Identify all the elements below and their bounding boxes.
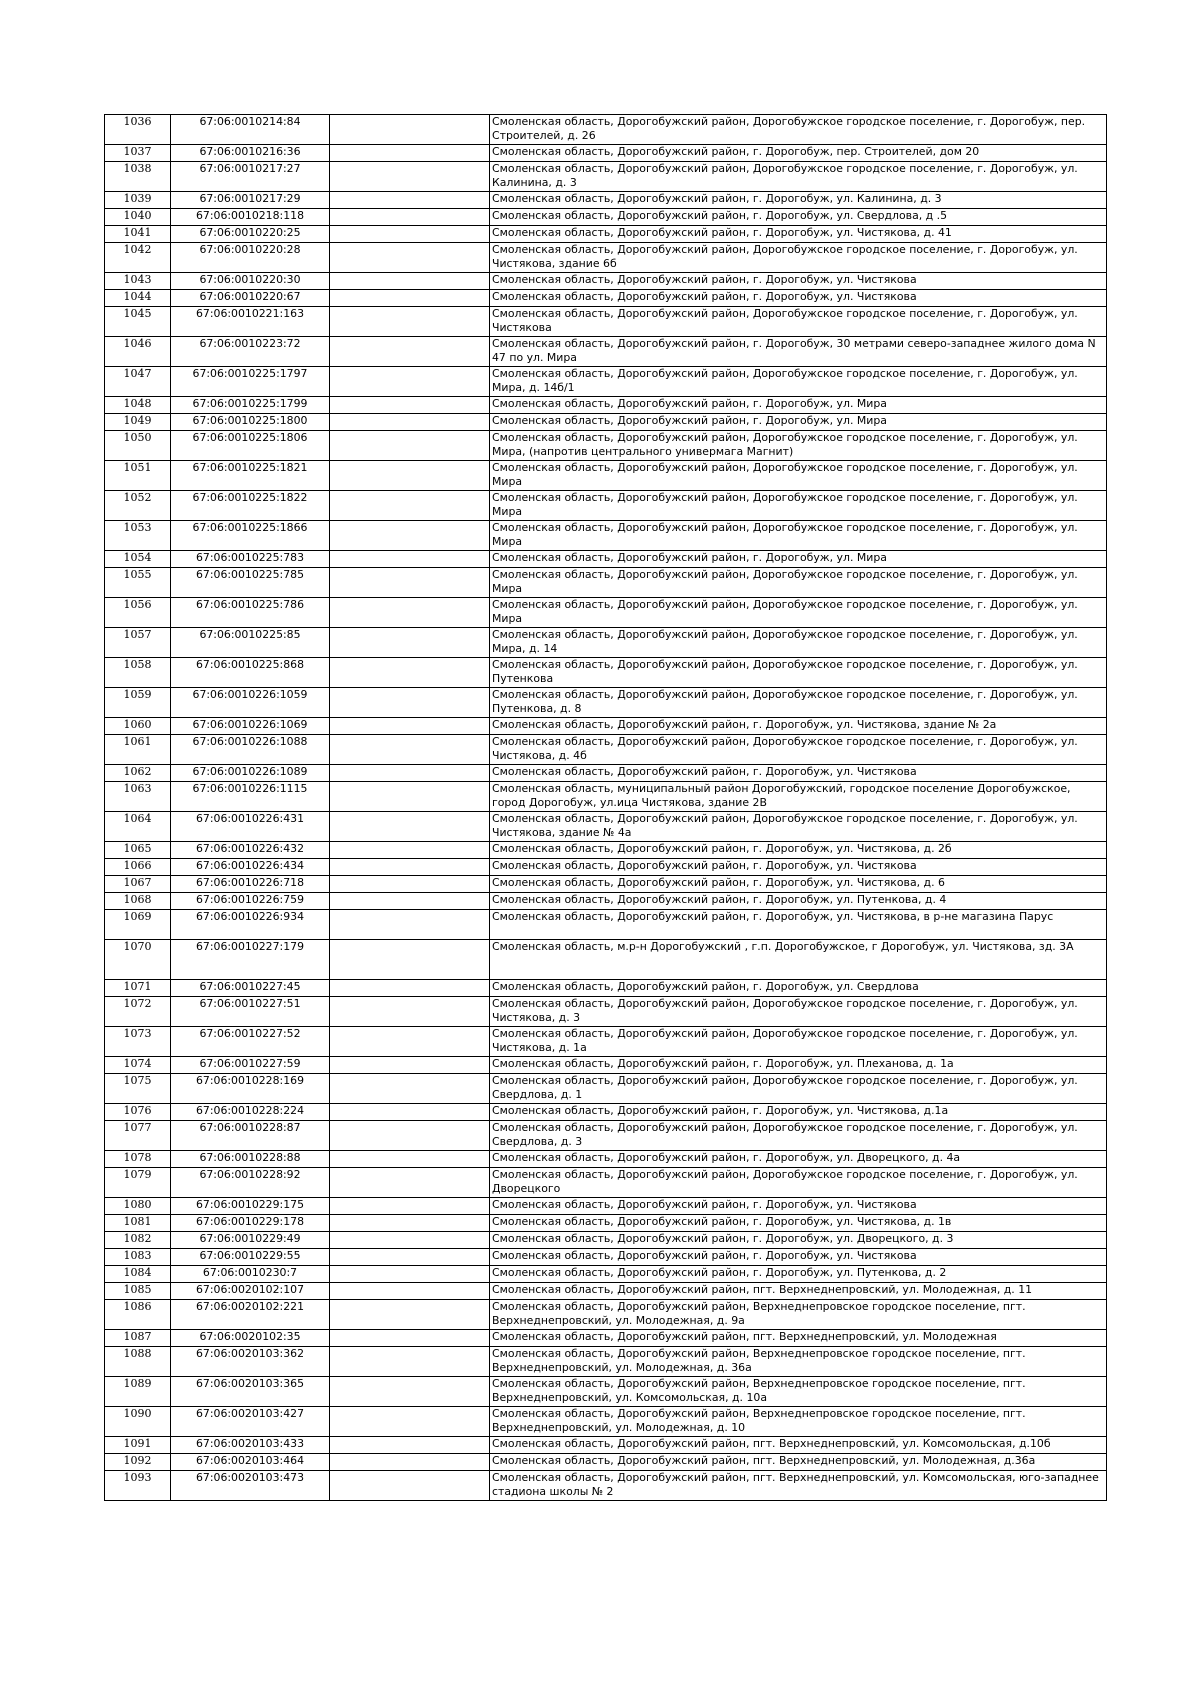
cadastral-number: 67:06:0010228:169	[171, 1074, 330, 1104]
row-number: 1043	[105, 273, 171, 290]
cadastral-number: 67:06:0010216:36	[171, 145, 330, 162]
row-number: 1039	[105, 192, 171, 209]
empty-cell	[330, 290, 490, 307]
row-number: 1064	[105, 812, 171, 842]
table-row	[105, 980, 1107, 997]
address: Смоленская область, Дорогобужский район, г. Дорогобуж, ул. Путенкова, д. 2	[490, 1266, 1107, 1283]
row-number: 1037	[105, 145, 171, 162]
address: Смоленская область, Дорогобужский район, г. Дорогобуж, ул. Чистякова, д. 6	[490, 876, 1107, 893]
table-row	[105, 940, 1107, 980]
table-row	[105, 910, 1107, 940]
table-row	[105, 431, 1107, 461]
address: Смоленская область, Дорогобужский район, г. Дорогобуж, ул. Чистякова, д. 2б	[490, 842, 1107, 859]
cadastral-number: 67:06:0010227:51	[171, 997, 330, 1027]
cadastral-number: 67:06:0010229:55	[171, 1249, 330, 1266]
empty-cell	[330, 367, 490, 397]
cadastral-number: 67:06:0010229:49	[171, 1232, 330, 1249]
table-row	[105, 997, 1107, 1027]
cadastral-number: 67:06:0010225:1797	[171, 367, 330, 397]
empty-cell	[330, 1454, 490, 1471]
address: Смоленская область, Дорогобужский район, Дорогобужское городское поселение, г. Дорогобуж, ул. Чистякова	[490, 307, 1107, 337]
row-number: 1048	[105, 397, 171, 414]
empty-cell	[330, 209, 490, 226]
row-number: 1065	[105, 842, 171, 859]
table-row	[105, 842, 1107, 859]
empty-cell	[330, 940, 490, 980]
empty-cell	[330, 688, 490, 718]
cadastral-number: 67:06:0010225:1806	[171, 431, 330, 461]
table-row	[105, 1437, 1107, 1454]
cadastral-number: 67:06:0020103:473	[171, 1471, 330, 1501]
empty-cell	[330, 1330, 490, 1347]
table-row	[105, 414, 1107, 431]
table-row	[105, 568, 1107, 598]
row-number: 1056	[105, 598, 171, 628]
cadastral-number: 67:06:0010226:1089	[171, 765, 330, 782]
table-row	[105, 1074, 1107, 1104]
empty-cell	[330, 812, 490, 842]
address: Смоленская область, Дорогобужский район, пгт. Верхнеднепровский, ул. Комсомольская, юго-западнее стадиона школы № 2	[490, 1471, 1107, 1501]
cadastral-number: 67:06:0010220:28	[171, 243, 330, 273]
cadastral-number: 67:06:0010230:7	[171, 1266, 330, 1283]
empty-cell	[330, 1283, 490, 1300]
address: Смоленская область, Дорогобужский район, Дорогобужское городское поселение, г. Дорогобуж, ул. Калинина, д. 3	[490, 162, 1107, 192]
empty-cell	[330, 1347, 490, 1377]
row-number: 1085	[105, 1283, 171, 1300]
address: Смоленская область, Дорогобужский район, г. Дорогобуж, ул. Чистякова, здание № 2а	[490, 718, 1107, 735]
cadastral-number: 67:06:0010226:1069	[171, 718, 330, 735]
address: Смоленская область, Дорогобужский район, Дорогобужское городское поселение, г. Дорогобуж, ул. Мира, д. 14б/1	[490, 367, 1107, 397]
empty-cell	[330, 568, 490, 598]
cadastral-number: 67:06:0010226:432	[171, 842, 330, 859]
cadastral-number: 67:06:0010226:759	[171, 893, 330, 910]
empty-cell	[330, 226, 490, 243]
empty-cell	[330, 1104, 490, 1121]
address: Смоленская область, Дорогобужский район, Дорогобужское городское поселение, г. Дорогобуж, ул. Путенкова, д. 8	[490, 688, 1107, 718]
empty-cell	[330, 782, 490, 812]
empty-cell	[330, 243, 490, 273]
row-number: 1055	[105, 568, 171, 598]
table-row	[105, 521, 1107, 551]
address: Смоленская область, Дорогобужский район, Дорогобужское городское поселение, г. Дорогобуж, ул. Мира	[490, 568, 1107, 598]
empty-cell	[330, 910, 490, 940]
cadastral-number: 67:06:0010225:1822	[171, 491, 330, 521]
address: Смоленская область, Дорогобужский район, г. Дорогобуж, ул. Чистякова	[490, 1249, 1107, 1266]
table-row	[105, 1027, 1107, 1057]
table-row	[105, 307, 1107, 337]
row-number: 1079	[105, 1168, 171, 1198]
table-row	[105, 491, 1107, 521]
empty-cell	[330, 1215, 490, 1232]
address: Смоленская область, Дорогобужский район, г. Дорогобуж, ул. Свердлова, д .5	[490, 209, 1107, 226]
empty-cell	[330, 1377, 490, 1407]
cadastral-number: 67:06:0010226:934	[171, 910, 330, 940]
row-number: 1072	[105, 997, 171, 1027]
address: Смоленская область, Дорогобужский район, г. Дорогобуж, ул. Чистякова	[490, 1198, 1107, 1215]
row-number: 1060	[105, 718, 171, 735]
address: Смоленская область, Дорогобужский район, г. Дорогобуж, ул. Чистякова	[490, 765, 1107, 782]
empty-cell	[330, 1027, 490, 1057]
table-row	[105, 1347, 1107, 1377]
cadastral-number: 67:06:0010228:87	[171, 1121, 330, 1151]
cadastral-number: 67:06:0010227:52	[171, 1027, 330, 1057]
row-number: 1051	[105, 461, 171, 491]
address: Смоленская область, Дорогобужский район, г. Дорогобуж, ул. Калинина, д. 3	[490, 192, 1107, 209]
row-number: 1053	[105, 521, 171, 551]
row-number: 1038	[105, 162, 171, 192]
row-number: 1071	[105, 980, 171, 997]
cadastral-number: 67:06:0010226:718	[171, 876, 330, 893]
cadastral-number: 67:06:0010227:45	[171, 980, 330, 997]
table-row	[105, 876, 1107, 893]
row-number: 1042	[105, 243, 171, 273]
row-number: 1045	[105, 307, 171, 337]
table-row	[105, 765, 1107, 782]
address: Смоленская область, Дорогобужский район, Дорогобужское городское поселение, г. Дорогобуж, ул. Чистякова, д. 1а	[490, 1027, 1107, 1057]
row-number: 1069	[105, 910, 171, 940]
cadastral-number: 67:06:0010223:72	[171, 337, 330, 367]
address: Смоленская область, Дорогобужский район, г. Дорогобуж, ул. Мира	[490, 551, 1107, 568]
row-number: 1049	[105, 414, 171, 431]
table-row	[105, 1471, 1107, 1501]
empty-cell	[330, 735, 490, 765]
cadastral-number: 67:06:0020103:464	[171, 1454, 330, 1471]
address: Смоленская область, Дорогобужский район, Дорогобужское городское поселение, г. Дорогобуж, ул. Чистякова, д. 4б	[490, 735, 1107, 765]
table-row	[105, 461, 1107, 491]
empty-cell	[330, 431, 490, 461]
table-row	[105, 628, 1107, 658]
address: Смоленская область, Дорогобужский район, г. Дорогобуж, ул. Путенкова, д. 4	[490, 893, 1107, 910]
registry-table	[104, 114, 1107, 1501]
cadastral-number: 67:06:0010225:1799	[171, 397, 330, 414]
table-row	[105, 1249, 1107, 1266]
address: Смоленская область, Дорогобужский район, Дорогобужское городское поселение, г. Дорогобуж, ул. Мира	[490, 461, 1107, 491]
address: Смоленская область, Дорогобужский район, г. Дорогобуж, ул. Мира	[490, 414, 1107, 431]
empty-cell	[330, 337, 490, 367]
table-row	[105, 290, 1107, 307]
table-row	[105, 1198, 1107, 1215]
address: Смоленская область, Дорогобужский район, Дорогобужское городское поселение, г. Дорогобуж, ул. Путенкова	[490, 658, 1107, 688]
cadastral-number: 67:06:0020103:362	[171, 1347, 330, 1377]
cadastral-number: 67:06:0010229:178	[171, 1215, 330, 1232]
cadastral-number: 67:06:0010218:118	[171, 209, 330, 226]
row-number: 1040	[105, 209, 171, 226]
address: Смоленская область, Дорогобужский район, Дорогобужское городское поселение, г. Дорогобуж, ул. Мира	[490, 598, 1107, 628]
cadastral-number: 67:06:0020102:35	[171, 1330, 330, 1347]
table-row	[105, 243, 1107, 273]
empty-cell	[330, 115, 490, 145]
cadastral-number: 67:06:0010225:1800	[171, 414, 330, 431]
row-number: 1052	[105, 491, 171, 521]
address: Смоленская область, Дорогобужский район, Дорогобужское городское поселение, г. Дорогобуж, пер. Строителей, д. 26	[490, 115, 1107, 145]
table-row	[105, 192, 1107, 209]
address: Смоленская область, Дорогобужский район, г. Дорогобуж, ул. Чистякова	[490, 859, 1107, 876]
empty-cell	[330, 980, 490, 997]
row-number: 1054	[105, 551, 171, 568]
row-number: 1068	[105, 893, 171, 910]
empty-cell	[330, 876, 490, 893]
row-number: 1091	[105, 1437, 171, 1454]
row-number: 1057	[105, 628, 171, 658]
cadastral-number: 67:06:0010220:30	[171, 273, 330, 290]
cadastral-number: 67:06:0020103:365	[171, 1377, 330, 1407]
address: Смоленская область, Дорогобужский район, Дорогобужское городское поселение, г. Дорогобуж, ул. Чистякова, д. 3	[490, 997, 1107, 1027]
cadastral-number: 67:06:0010229:175	[171, 1198, 330, 1215]
row-number: 1087	[105, 1330, 171, 1347]
address: Смоленская область, Дорогобужский район, пгт. Верхнеднепровский, ул. Комсомольская, д.10б	[490, 1437, 1107, 1454]
address: Смоленская область, Дорогобужский район, Дорогобужское городское поселение, г. Дорогобуж, ул. Свердлова, д. 3	[490, 1121, 1107, 1151]
address: Смоленская область, Дорогобужский район, г. Дорогобуж, ул. Чистякова	[490, 290, 1107, 307]
table-row	[105, 1266, 1107, 1283]
empty-cell	[330, 1266, 490, 1283]
cadastral-number: 67:06:0010226:1115	[171, 782, 330, 812]
empty-cell	[330, 1168, 490, 1198]
row-number: 1041	[105, 226, 171, 243]
address: Смоленская область, Дорогобужский район, Дорогобужское городское поселение, г. Дорогобуж, ул. Мира	[490, 521, 1107, 551]
row-number: 1061	[105, 735, 171, 765]
table-row	[105, 1057, 1107, 1074]
address: Смоленская область, Дорогобужский район, г. Дорогобуж, ул. Чистякова	[490, 273, 1107, 290]
row-number: 1084	[105, 1266, 171, 1283]
cadastral-number: 67:06:0010228:224	[171, 1104, 330, 1121]
empty-cell	[330, 718, 490, 735]
address: Смоленская область, Дорогобужский район, пгт. Верхнеднепровский, ул. Молодежная	[490, 1330, 1107, 1347]
empty-cell	[330, 859, 490, 876]
table-row	[105, 735, 1107, 765]
table-row	[105, 115, 1107, 145]
table-row	[105, 367, 1107, 397]
empty-cell	[330, 658, 490, 688]
row-number: 1070	[105, 940, 171, 980]
empty-cell	[330, 1437, 490, 1454]
row-number: 1046	[105, 337, 171, 367]
row-number: 1092	[105, 1454, 171, 1471]
table-row	[105, 162, 1107, 192]
empty-cell	[330, 842, 490, 859]
address: Смоленская область, Дорогобужский район, Верхнеднепровское городское поселение, пгт. Верхнеднепровский, ул. Молодежная, д. 10	[490, 1407, 1107, 1437]
row-number: 1076	[105, 1104, 171, 1121]
empty-cell	[330, 1249, 490, 1266]
table-row	[105, 598, 1107, 628]
empty-cell	[330, 1057, 490, 1074]
empty-cell	[330, 1151, 490, 1168]
empty-cell	[330, 1198, 490, 1215]
empty-cell	[330, 1232, 490, 1249]
empty-cell	[330, 192, 490, 209]
row-number: 1093	[105, 1471, 171, 1501]
row-number: 1059	[105, 688, 171, 718]
address: Смоленская область, Дорогобужский район, г. Дорогобуж, ул. Мира	[490, 397, 1107, 414]
address: Смоленская область, Дорогобужский район, г. Дорогобуж, ул. Чистякова, д.1а	[490, 1104, 1107, 1121]
table-row	[105, 337, 1107, 367]
cadastral-number: 67:06:0010227:59	[171, 1057, 330, 1074]
address: Смоленская область, Дорогобужский район, пгт. Верхнеднепровский, ул. Молодежная, д. 11	[490, 1283, 1107, 1300]
address: Смоленская область, Дорогобужский район, г. Дорогобуж, ул. Дворецкого, д. 4а	[490, 1151, 1107, 1168]
cadastral-number: 67:06:0010225:783	[171, 551, 330, 568]
table-row	[105, 397, 1107, 414]
table-row	[105, 226, 1107, 243]
row-number: 1077	[105, 1121, 171, 1151]
table-row	[105, 1104, 1107, 1121]
cadastral-number: 67:06:0010227:179	[171, 940, 330, 980]
empty-cell	[330, 1121, 490, 1151]
cadastral-number: 67:06:0010220:25	[171, 226, 330, 243]
empty-cell	[330, 414, 490, 431]
empty-cell	[330, 551, 490, 568]
empty-cell	[330, 273, 490, 290]
cadastral-number: 67:06:0010226:1059	[171, 688, 330, 718]
address: Смоленская область, Дорогобужский район, Верхнеднепровское городское поселение, пгт. Верхнеднепровский, ул. Молодежная, д. 36а	[490, 1347, 1107, 1377]
empty-cell	[330, 145, 490, 162]
address: Смоленская область, Дорогобужский район, г. Дорогобуж, ул. Свердлова	[490, 980, 1107, 997]
row-number: 1082	[105, 1232, 171, 1249]
table-row	[105, 688, 1107, 718]
empty-cell	[330, 461, 490, 491]
cadastral-number: 67:06:0010228:88	[171, 1151, 330, 1168]
table-row	[105, 1232, 1107, 1249]
cadastral-number: 67:06:0010225:85	[171, 628, 330, 658]
empty-cell	[330, 307, 490, 337]
address: Смоленская область, Дорогобужский район, Дорогобужское городское поселение, г. Дорогобуж, ул. Мира, д. 14	[490, 628, 1107, 658]
row-number: 1050	[105, 431, 171, 461]
empty-cell	[330, 1300, 490, 1330]
address: Смоленская область, Дорогобужский район, г. Дорогобуж, ул. Чистякова, д. 1в	[490, 1215, 1107, 1232]
row-number: 1063	[105, 782, 171, 812]
table-row	[105, 1168, 1107, 1198]
row-number: 1036	[105, 115, 171, 145]
empty-cell	[330, 162, 490, 192]
cadastral-number: 67:06:0010225:786	[171, 598, 330, 628]
address: Смоленская область, Дорогобужский район, Верхнеднепровское городское поселение, пгт. Верхнеднепровский, ул. Комсомольская, д. 10а	[490, 1377, 1107, 1407]
address: Смоленская область, Дорогобужский район, Дорогобужское городское поселение, г. Дорогобуж, ул. Мира, (напротив центрального универмага Магнит)	[490, 431, 1107, 461]
empty-cell	[330, 491, 490, 521]
cadastral-number: 67:06:0010217:27	[171, 162, 330, 192]
cadastral-number: 67:06:0010225:868	[171, 658, 330, 688]
row-number: 1062	[105, 765, 171, 782]
row-number: 1083	[105, 1249, 171, 1266]
address: Смоленская область, Дорогобужский район, Дорогобужское городское поселение, г. Дорогобуж, ул. Свердлова, д. 1	[490, 1074, 1107, 1104]
address: Смоленская область, Дорогобужский район, г. Дорогобуж, ул. Чистякова, в р-не магазина Парус	[490, 910, 1107, 940]
table-row	[105, 1283, 1107, 1300]
table-row	[105, 859, 1107, 876]
table-row	[105, 1407, 1107, 1437]
cadastral-number: 67:06:0010220:67	[171, 290, 330, 307]
cadastral-number: 67:06:0010225:1821	[171, 461, 330, 491]
table-row	[105, 812, 1107, 842]
cadastral-number: 67:06:0010214:84	[171, 115, 330, 145]
table-row	[105, 1330, 1107, 1347]
cadastral-number: 67:06:0020102:107	[171, 1283, 330, 1300]
row-number: 1081	[105, 1215, 171, 1232]
table-row	[105, 551, 1107, 568]
table-row	[105, 893, 1107, 910]
table-row	[105, 145, 1107, 162]
address: Смоленская область, Дорогобужский район, пгт. Верхнеднепровский, ул. Молодежная, д.36а	[490, 1454, 1107, 1471]
cadastral-number: 67:06:0010221:163	[171, 307, 330, 337]
empty-cell	[330, 598, 490, 628]
row-number: 1047	[105, 367, 171, 397]
address: Смоленская область, Дорогобужский район, г. Дорогобуж, ул. Чистякова, д. 41	[490, 226, 1107, 243]
address: Смоленская область, Дорогобужский район, г. Дорогобуж, ул. Плеханова, д. 1а	[490, 1057, 1107, 1074]
table-row	[105, 209, 1107, 226]
row-number: 1080	[105, 1198, 171, 1215]
empty-cell	[330, 1074, 490, 1104]
cadastral-number: 67:06:0020103:433	[171, 1437, 330, 1454]
cadastral-number: 67:06:0010228:92	[171, 1168, 330, 1198]
empty-cell	[330, 521, 490, 551]
address: Смоленская область, Дорогобужский район, Дорогобужское городское поселение, г. Дорогобуж, ул. Дворецкого	[490, 1168, 1107, 1198]
cadastral-number: 67:06:0020103:427	[171, 1407, 330, 1437]
table-row	[105, 1300, 1107, 1330]
row-number: 1090	[105, 1407, 171, 1437]
table-row	[105, 658, 1107, 688]
table-row	[105, 1215, 1107, 1232]
empty-cell	[330, 997, 490, 1027]
table-row	[105, 273, 1107, 290]
row-number: 1075	[105, 1074, 171, 1104]
row-number: 1044	[105, 290, 171, 307]
table-row	[105, 718, 1107, 735]
row-number: 1088	[105, 1347, 171, 1377]
cadastral-number: 67:06:0020102:221	[171, 1300, 330, 1330]
cadastral-number: 67:06:0010217:29	[171, 192, 330, 209]
empty-cell	[330, 893, 490, 910]
cadastral-number: 67:06:0010226:1088	[171, 735, 330, 765]
address: Смоленская область, Дорогобужский район, г. Дорогобуж, 30 метрами северо-западнее жилого дома N 47 по ул. Мира	[490, 337, 1107, 367]
address: Смоленская область, Дорогобужский район, г. Дорогобуж, пер. Строителей, дом 20	[490, 145, 1107, 162]
table-row	[105, 782, 1107, 812]
registry-table-body	[105, 115, 1107, 1501]
row-number: 1089	[105, 1377, 171, 1407]
row-number: 1058	[105, 658, 171, 688]
table-row	[105, 1151, 1107, 1168]
cadastral-number: 67:06:0010225:1866	[171, 521, 330, 551]
address: Смоленская область, Дорогобужский район, Верхнеднепровское городское поселение, пгт. Верхнеднепровский, ул. Молодежная, д. 9а	[490, 1300, 1107, 1330]
address: Смоленская область, Дорогобужский район, г. Дорогобуж, ул. Дворецкого, д. 3	[490, 1232, 1107, 1249]
cadastral-number: 67:06:0010225:785	[171, 568, 330, 598]
table-row	[105, 1377, 1107, 1407]
address: Смоленская область, Дорогобужский район, Дорогобужское городское поселение, г. Дорогобуж, ул. Чистякова, здание 6б	[490, 243, 1107, 273]
empty-cell	[330, 397, 490, 414]
address: Смоленская область, муниципальный район Дорогобужский, городское поселение Дорогобужское, город Дорогобуж, ул.ица Чистякова, здание 2В	[490, 782, 1107, 812]
row-number: 1066	[105, 859, 171, 876]
empty-cell	[330, 628, 490, 658]
row-number: 1074	[105, 1057, 171, 1074]
empty-cell	[330, 1407, 490, 1437]
address: Смоленская область, Дорогобужский район, Дорогобужское городское поселение, г. Дорогобуж, ул. Чистякова, здание № 4а	[490, 812, 1107, 842]
row-number: 1067	[105, 876, 171, 893]
cadastral-number: 67:06:0010226:434	[171, 859, 330, 876]
table-row	[105, 1454, 1107, 1471]
address: Смоленская область, Дорогобужский район, Дорогобужское городское поселение, г. Дорогобуж, ул. Мира	[490, 491, 1107, 521]
row-number: 1073	[105, 1027, 171, 1057]
row-number: 1078	[105, 1151, 171, 1168]
row-number: 1086	[105, 1300, 171, 1330]
cadastral-number: 67:06:0010226:431	[171, 812, 330, 842]
empty-cell	[330, 1471, 490, 1501]
empty-cell	[330, 765, 490, 782]
address: Смоленская область, м.р-н Дорогобужский , г.п. Дорогобужское, г Дорогобуж, ул. Чистякова, зд. 3А	[490, 940, 1107, 980]
table-row	[105, 1121, 1107, 1151]
